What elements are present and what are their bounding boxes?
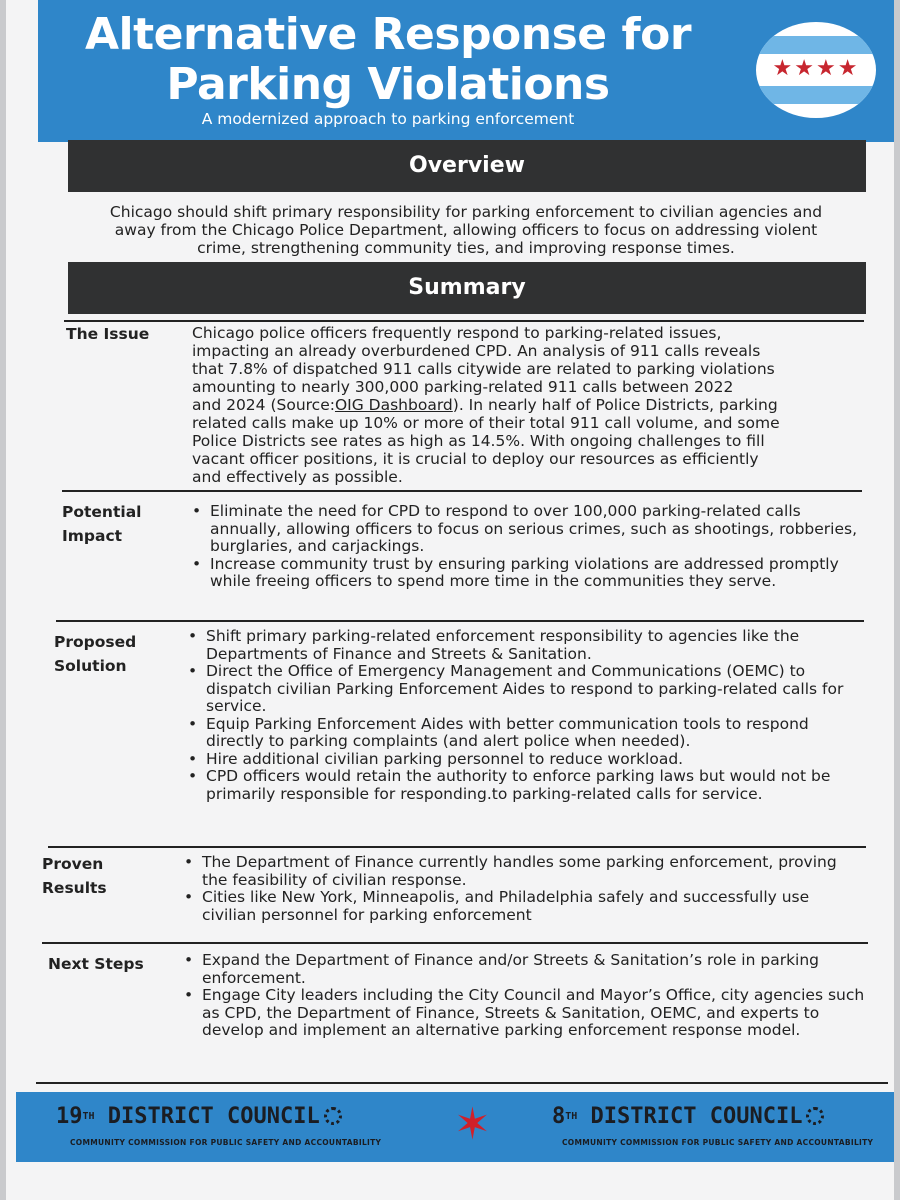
council-number: 19 — [56, 1104, 83, 1129]
overview-line: Chicago should shift primary responsibility for parking enforcement to civilian agencies and — [109, 203, 823, 221]
council-number-suffix: TH — [565, 1111, 578, 1122]
council-number: 8 — [552, 1104, 566, 1129]
issue-label: The Issue — [66, 325, 150, 343]
results-label-line: Results — [42, 879, 107, 897]
list-item: • Direct the Office of Emergency Management and Communications (OEMC) to dispatch civilian Parking Enforcement Aides to respond to parking-related calls for service. — [186, 663, 862, 716]
title-line-1: Alternative Response for — [84, 9, 692, 60]
list-item: • Increase community trust by ensuring parking violations are addressed promptly while freeing officers to spend more time in the communities they serve. — [190, 556, 862, 591]
right-council-subtitle: COMMUNITY COMMISSION FOR PUBLIC SAFETY AND ACCOUNTABILITY — [562, 1138, 874, 1147]
chicago-flag-icon — [756, 22, 876, 118]
section-divider — [36, 1082, 888, 1084]
solution-label-line: Solution — [54, 657, 127, 675]
issue-line: vacant officer positions, it is crucial to deploy our resources as efficiently — [192, 450, 759, 468]
page-title — [38, 10, 738, 110]
impact-label-line: Impact — [62, 527, 123, 545]
summary-heading: Summary — [68, 262, 866, 314]
list-item: • Shift primary parking-related enforcement responsibility to agencies like the Departments of Finance and Streets & Sanitation. — [186, 628, 862, 663]
issue-line: that 7.8% of dispatched 911 calls citywide are related to parking violations — [192, 360, 775, 378]
overview-heading: Overview — [68, 140, 866, 192]
impact-list — [190, 503, 862, 591]
issue-line: Chicago police officers frequently respond to parking-related issues, — [192, 324, 722, 342]
gear-icon — [806, 1107, 824, 1125]
next-steps-label: Next Steps — [48, 955, 144, 973]
list-item: • Expand the Department of Finance and/or Streets & Sanitation’s role in parking enforcement. — [182, 952, 868, 987]
council-title: DISTRICT COUNCIL — [107, 1104, 320, 1129]
list-item: • Hire additional civilian parking personnel to reduce workload. — [186, 751, 862, 769]
solution-list — [186, 628, 862, 803]
results-list — [182, 854, 866, 924]
issue-line: impacting an already overburdened CPD. An analysis of 911 calls reveals — [192, 342, 761, 360]
results-label-line: Proven — [42, 855, 104, 873]
footer-banner — [16, 1092, 894, 1162]
section-divider — [48, 846, 866, 848]
issue-line: and effectively as possible. — [192, 468, 403, 486]
section-divider — [56, 620, 864, 622]
next-steps-list — [182, 952, 868, 1040]
red-star-icon: ✶ — [454, 1099, 491, 1150]
list-item: • CPD officers would retain the authority to enforce parking laws but would not be primarily responsible for responding.to parking-related calls for service. — [186, 768, 862, 803]
section-divider — [62, 490, 862, 492]
list-item: • Cities like New York, Minneapolis, and Philadelphia safely and successfully use civilian personnel for parking enforcement — [182, 889, 866, 924]
list-item: • Equip Parking Enforcement Aides with better communication tools to respond directly to parking complaints (and alert police when needed). — [186, 716, 862, 751]
section-divider — [64, 320, 864, 322]
issue-line: amounting to nearly 300,000 parking-related 911 calls between 2022 — [192, 378, 734, 396]
issue-line: related calls make up 10% or more of their total 911 call volume, and some — [192, 414, 780, 432]
results-label — [42, 852, 107, 900]
overview-line: crime, strengthening community ties, and improving response times. — [197, 239, 735, 257]
flag-stars: ★★★★ — [772, 56, 860, 81]
issue-text — [192, 324, 872, 486]
title-line-2: Parking Violations — [166, 59, 610, 110]
oig-dashboard-link[interactable]: OIG Dashboard — [334, 396, 453, 414]
issue-text-part: and 2024 (Source: — [192, 396, 335, 414]
solution-label — [54, 630, 136, 678]
council-number-suffix: TH — [82, 1111, 95, 1122]
impact-label — [62, 500, 141, 548]
page-subtitle: A modernized approach to parking enforcement — [201, 110, 575, 128]
left-council-name — [56, 1104, 342, 1130]
section-divider — [42, 942, 868, 944]
document-page — [6, 0, 894, 1200]
list-item: • The Department of Finance currently handles some parking enforcement, proving the feasibility of civilian response. — [182, 854, 866, 889]
council-title: DISTRICT COUNCIL — [590, 1104, 803, 1129]
issue-line: Police Districts see rates as high as 14.5%. With ongoing challenges to fill — [192, 432, 765, 450]
issue-text-part: ). In nearly half of Police Districts, parking — [452, 396, 778, 414]
list-item: • Engage City leaders including the City Council and Mayor’s Office, city agencies such as CPD, the Department of Finance, Streets & Sanitation, OEMC, and experts to develop and implement an alternative parking enforcement response model. — [182, 987, 868, 1040]
list-item: • Eliminate the need for CPD to respond to over 100,000 parking-related calls annually, allowing officers to focus on serious crimes, such as shootings, robberies, burglaries, and carjackings. — [190, 503, 862, 556]
impact-label-line: Potential — [62, 503, 142, 521]
issue-line — [192, 396, 872, 414]
left-council-subtitle: COMMUNITY COMMISSION FOR PUBLIC SAFETY AND ACCOUNTABILITY — [70, 1138, 382, 1147]
solution-label-line: Proposed — [54, 633, 137, 651]
right-council-name — [552, 1104, 824, 1130]
overview-text — [66, 203, 866, 257]
overview-line: away from the Chicago Police Department, allowing officers to focus on addressing violent — [114, 221, 818, 239]
gear-icon — [324, 1107, 342, 1125]
header-banner — [38, 0, 894, 142]
